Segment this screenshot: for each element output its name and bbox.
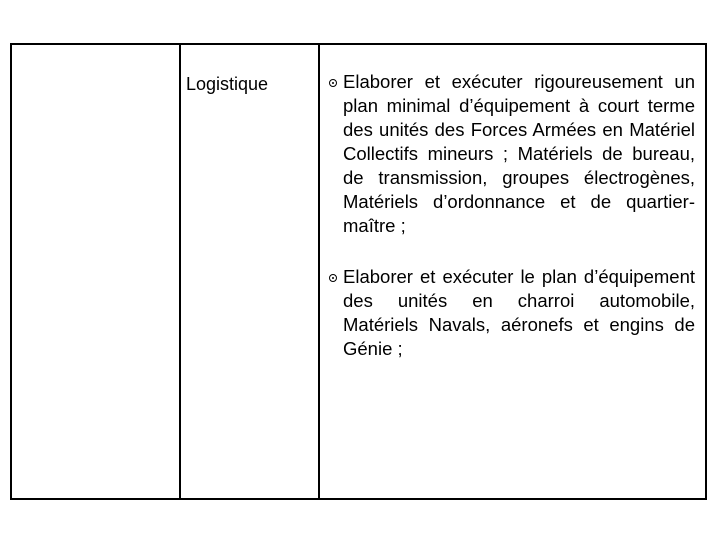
bullet-item-2 [327,265,695,361]
circled-dot-bullet-icon [329,79,337,87]
bullet-item-1 [327,70,695,238]
bullet-list [327,70,695,361]
bullet-item-1-text: Elaborer et exécuter rigoureusement un plan minimal d’équipement à court terme des unités des Forces Armées en Matériel Collectifs mineurs ; Matériels de bureau, de transmission, groupes électrogènes, Matériels d’ordonnance et de quartier-maître ; [343,71,695,236]
column-divider-left [179,45,181,498]
category-label: Logistique [186,74,269,94]
column-divider-right [318,45,320,498]
circled-dot-bullet-icon [329,274,337,282]
bullet-item-2-text: Elaborer et exécuter le plan d’équipement des unités en charroi automobile, Matériels Navals, aéronefs et engins de Génie ; [343,266,695,359]
